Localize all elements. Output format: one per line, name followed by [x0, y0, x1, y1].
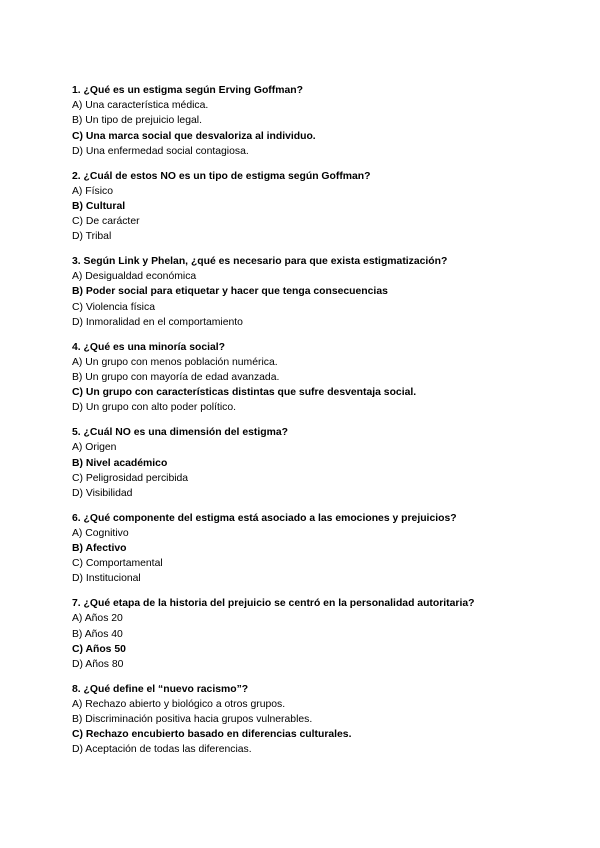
- answer-option-correct: B) Afectivo: [72, 543, 127, 555]
- question-title: 1. ¿Qué es un estigma según Erving Goffman?: [72, 85, 303, 96]
- answer-option: A) Rechazo abierto y biológico a otros grupos.: [72, 698, 286, 710]
- answer-option: B) Años 40: [72, 628, 123, 640]
- answer-option-correct: C) Una marca social que desvaloriza al individuo.: [72, 130, 316, 142]
- answer-option-correct: B) Nivel académico: [72, 457, 168, 469]
- answer-option: A) Desigualdad económica: [72, 271, 197, 283]
- question-block: [72, 511, 542, 587]
- answer-option: C) Violencia física: [72, 301, 155, 313]
- answer-option: A) Origen: [72, 442, 117, 454]
- answer-option: C) Peligrosidad percibida: [72, 472, 189, 484]
- question-title: 3. Según Link y Phelan, ¿qué es necesario para que exista estigmatización?: [72, 256, 448, 268]
- answer-option-correct: C) Años 50: [72, 643, 126, 655]
- answer-option-correct: C) Un grupo con características distintas que sufre desventaja social.: [72, 387, 417, 399]
- question-title: 4. ¿Qué es una minoría social?: [72, 341, 226, 353]
- quiz-document: [72, 83, 542, 767]
- answer-option: A) Físico: [72, 185, 113, 197]
- question-block: [72, 596, 542, 672]
- answer-option: A) Años 20: [72, 613, 123, 625]
- answer-option: D) Inmoralidad en el comportamiento: [72, 316, 243, 328]
- answer-option: B) Un grupo con mayoría de edad avanzada.: [72, 371, 280, 383]
- question-block: [72, 340, 542, 416]
- answer-option: D) Institucional: [72, 573, 141, 585]
- answer-option: B) Un tipo de prejuicio legal.: [72, 115, 202, 127]
- answer-option: D) Tribal: [72, 231, 112, 243]
- answer-option: D) Aceptación de todas las diferencias.: [72, 744, 252, 756]
- answer-option-correct: B) Poder social para etiquetar y hacer que tenga consecuencias: [72, 286, 388, 298]
- answer-option-correct: C) Rechazo encubierto basado en diferencias culturales.: [72, 729, 352, 741]
- question-title: 2. ¿Cuál de estos NO es un tipo de estigma según Goffman?: [72, 170, 371, 182]
- answer-option: C) Comportamental: [72, 558, 163, 570]
- answer-option: C) De carácter: [72, 216, 140, 228]
- question-block: [72, 83, 542, 159]
- question-block: [72, 169, 542, 245]
- question-block: [72, 682, 542, 758]
- answer-option: D) Una enfermedad social contagiosa.: [72, 145, 249, 157]
- answer-option: A) Cognitivo: [72, 527, 129, 539]
- question-title: 7. ¿Qué etapa de la historia del prejuicio se centró en la personalidad autoritaria?: [72, 598, 475, 610]
- question-block: [72, 254, 542, 330]
- answer-option: B) Discriminación positiva hacia grupos vulnerables.: [72, 714, 313, 726]
- answer-option: D) Años 80: [72, 658, 124, 670]
- question-title: 8. ¿Qué define el “nuevo racismo”?: [72, 683, 249, 695]
- question-title: 5. ¿Cuál NO es una dimensión del estigma?: [72, 427, 288, 439]
- answer-option: A) Un grupo con menos población numérica.: [72, 356, 278, 368]
- answer-option: D) Un grupo con alto poder político.: [72, 402, 237, 414]
- answer-option-correct: B) Cultural: [72, 200, 126, 212]
- question-title: 6. ¿Qué componente del estigma está asociado a las emociones y prejuicios?: [72, 512, 457, 524]
- answer-option: D) Visibilidad: [72, 487, 133, 499]
- question-block: [72, 425, 542, 501]
- answer-option: A) Una característica médica.: [72, 100, 209, 112]
